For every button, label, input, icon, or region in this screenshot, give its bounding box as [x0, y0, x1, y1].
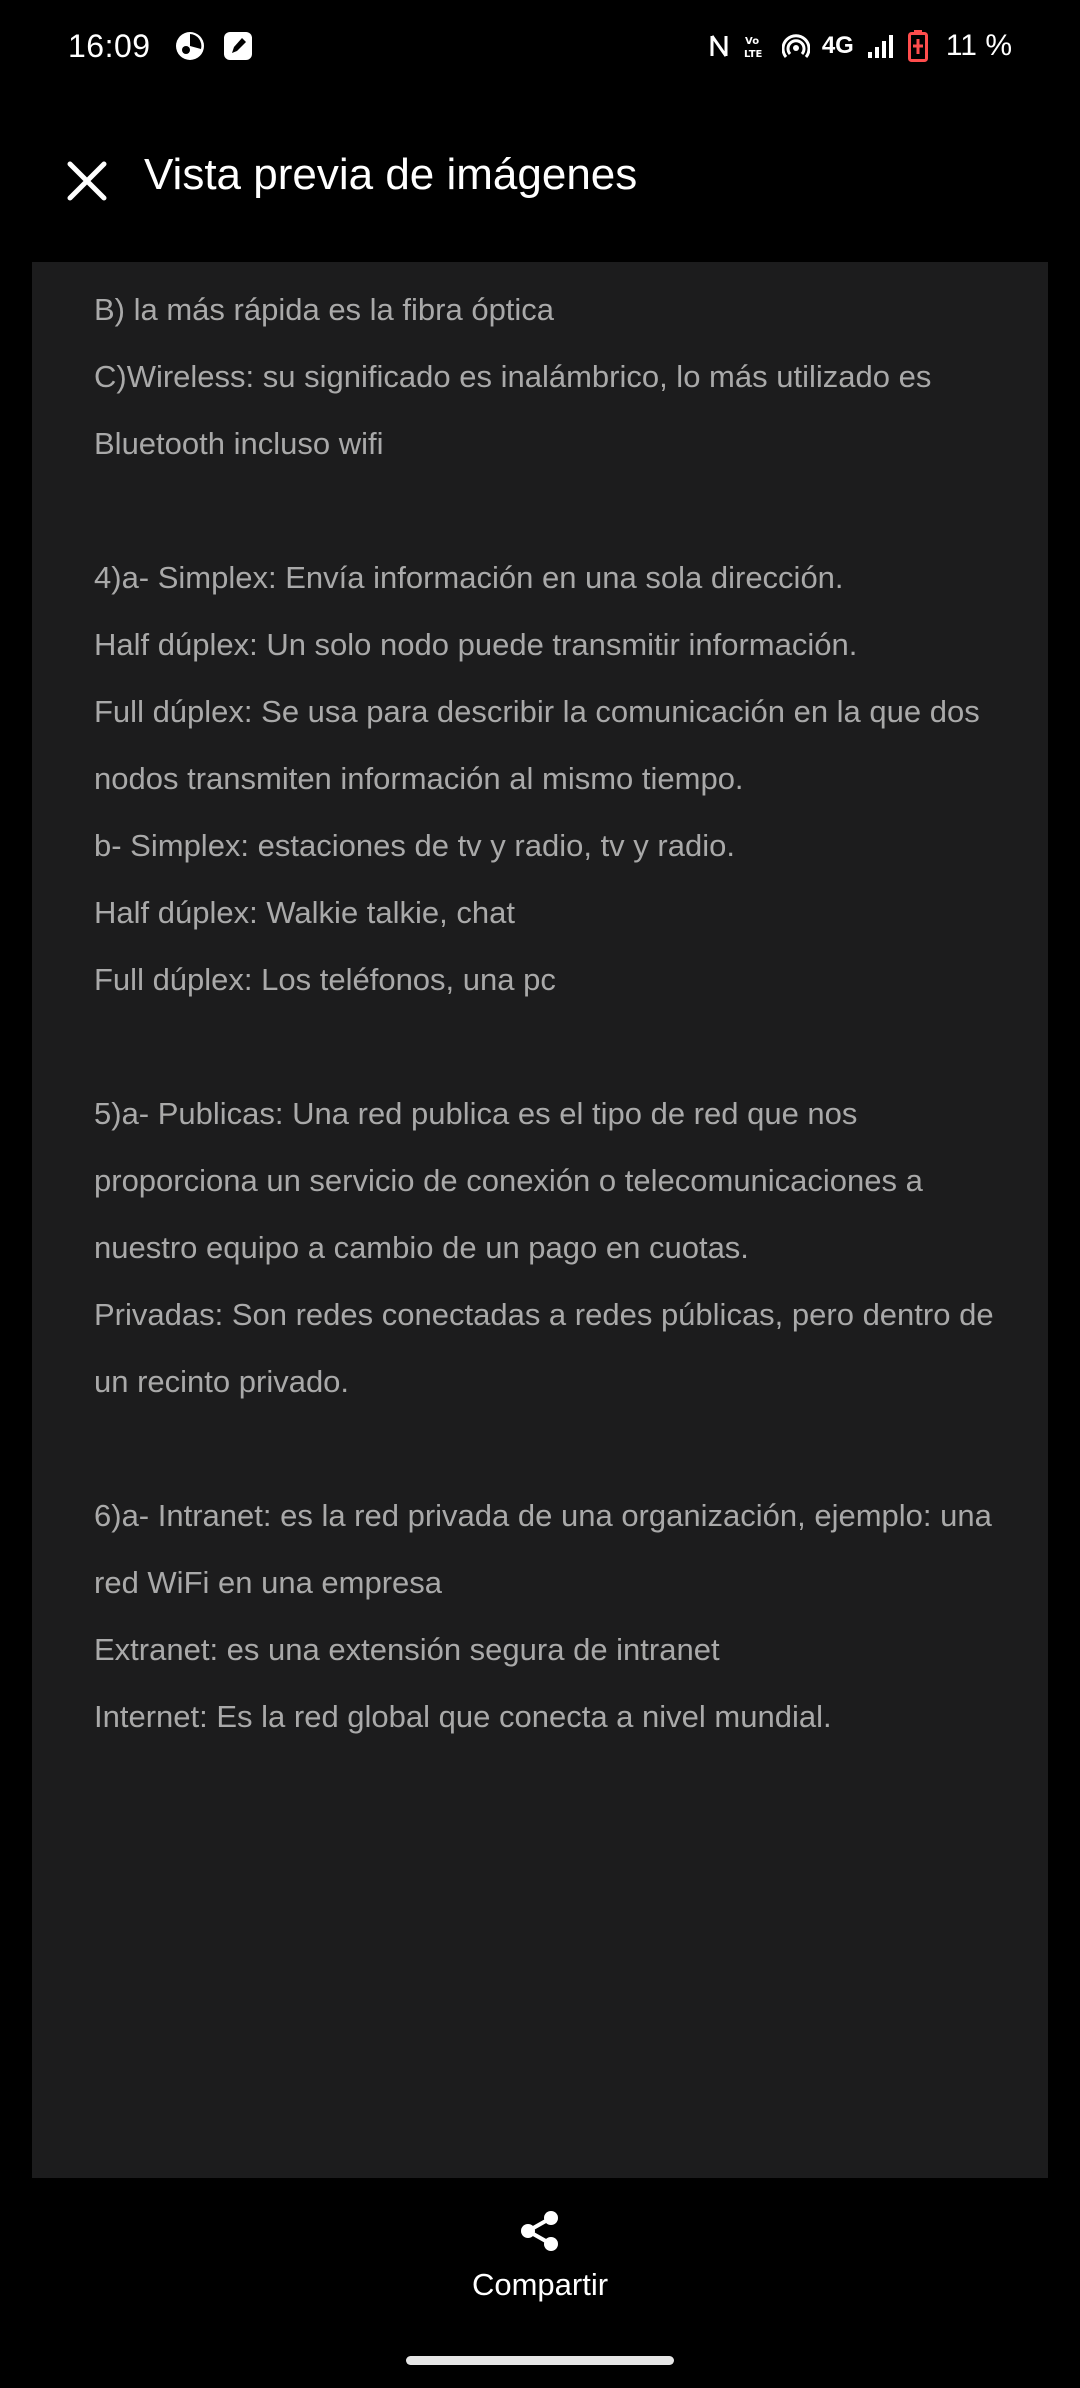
- status-right: [708, 29, 1012, 63]
- document-line: Full dúplex: Se usa para describir la comunicación en la que dos: [94, 694, 980, 729]
- status-left: [68, 28, 253, 65]
- document-line: B) la más rápida es la fibra óptica: [94, 292, 555, 327]
- home-indicator[interactable]: [406, 2356, 674, 2365]
- document-line: Half dúplex: Un solo nodo puede transmitir información.: [94, 627, 858, 662]
- document-line: b- Simplex: estaciones de tv y radio, tv y radio.: [94, 828, 735, 863]
- status-bar: [0, 0, 1080, 92]
- document-line: 5)a- Publicas: Una red publica es el tipo de red que nos: [94, 1096, 858, 1131]
- document-line: 6)a- Intranet: es la red privada de una organización, ejemplo: una: [94, 1498, 992, 1533]
- svg-text:Vo: Vo: [744, 36, 759, 47]
- share-label: Compartir: [471, 2267, 609, 2302]
- title-bar: [0, 130, 1080, 226]
- close-button[interactable]: [58, 154, 116, 212]
- network-type: 4G: [821, 32, 854, 59]
- share-button[interactable]: [440, 2210, 640, 2310]
- document-line: proporciona un servicio de conexión o telecomunicaciones a: [94, 1163, 923, 1198]
- hotspot-icon: [782, 32, 810, 60]
- image-preview[interactable]: [32, 262, 1048, 2388]
- document-line: Bluetooth incluso wifi: [94, 426, 384, 461]
- battery-percent: 11 %: [945, 29, 1012, 62]
- close-icon: [67, 161, 107, 206]
- document-line: 4)a- Simplex: Envía información en una sola dirección.: [94, 560, 844, 595]
- nfc-icon: [708, 32, 730, 60]
- document-line: C)Wireless: su significado es inalámbrico, lo más utilizado es: [94, 359, 932, 394]
- app-notification-icon: [175, 31, 205, 61]
- document-line: Privadas: Son redes conectadas a redes públicas, pero dentro de: [94, 1297, 994, 1332]
- document-text: [94, 276, 1034, 1750]
- share-icon: [519, 2210, 561, 2257]
- document-line: Half dúplex: Walkie talkie, chat: [94, 895, 515, 930]
- document-line: nodos transmiten información al mismo tiempo.: [94, 761, 744, 796]
- paragraph-gap: [94, 1013, 1034, 1080]
- document-line: red WiFi en una empresa: [94, 1565, 443, 1600]
- paragraph-gap: [94, 1415, 1034, 1482]
- document-line: Full dúplex: Los teléfonos, una pc: [94, 962, 556, 997]
- document-line: Internet: Es la red global que conecta a nivel mundial.: [94, 1699, 832, 1734]
- status-time: 16:09: [68, 27, 151, 64]
- paragraph-gap: [94, 477, 1034, 544]
- page-title: Vista previa de imágenes: [144, 150, 638, 199]
- document-line: Extranet: es una extensión segura de intranet: [94, 1632, 720, 1667]
- bottom-action-bar: [0, 2178, 1080, 2388]
- document-line: nuestro equipo a cambio de un pago en cuotas.: [94, 1230, 749, 1265]
- svg-text:LTE: LTE: [743, 49, 763, 60]
- battery-low-icon: [908, 30, 928, 62]
- volte-icon: [742, 32, 770, 60]
- signal-icon: [866, 32, 896, 60]
- document-line: un recinto privado.: [94, 1364, 350, 1399]
- pen-app-icon: [223, 31, 253, 61]
